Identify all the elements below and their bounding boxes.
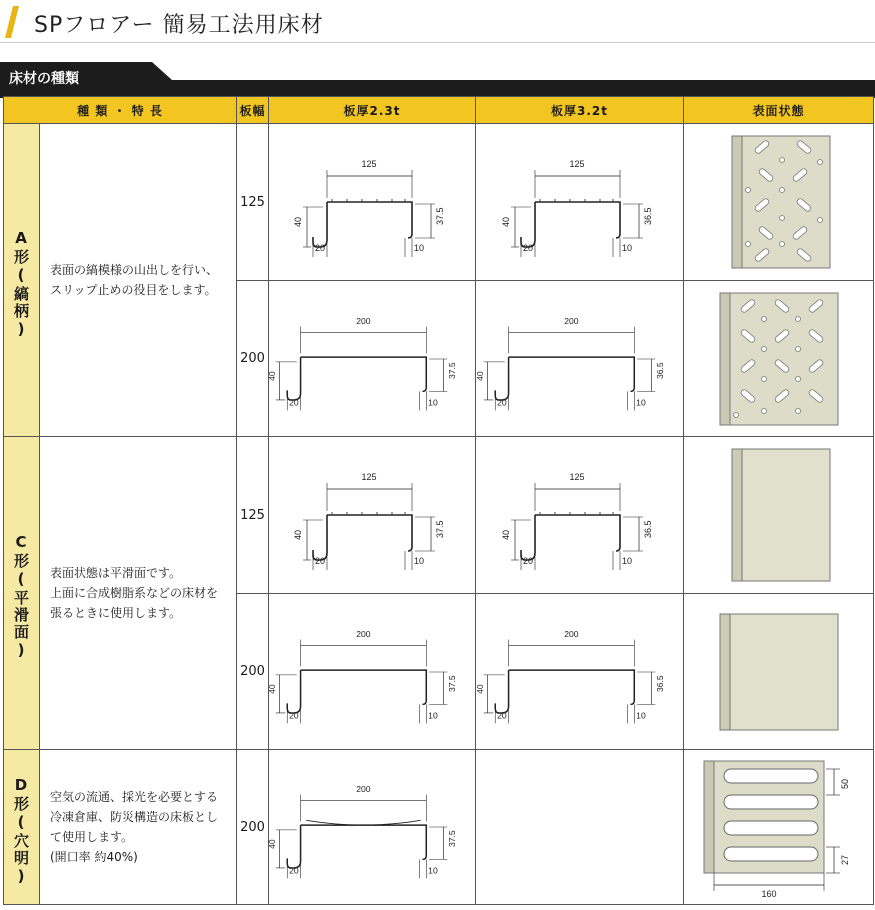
svg-text:40: 40: [474, 683, 485, 694]
header-thickness-23: 板厚2.3t: [269, 97, 476, 124]
surface-c-125: [684, 437, 874, 594]
svg-text:10: 10: [635, 710, 646, 721]
table-row: [4, 124, 874, 281]
svg-text:20: 20: [496, 397, 507, 408]
svg-text:40: 40: [266, 370, 277, 381]
page-header: [0, 0, 875, 44]
svg-text:37.5: 37.5: [446, 830, 457, 847]
width-value: 200: [237, 594, 269, 750]
type-c-description: 表面状態は平滑面です。 上面に合成樹脂系などの床材を 張るときに使用します。: [40, 437, 237, 750]
svg-text:20: 20: [315, 556, 326, 566]
svg-text:40: 40: [474, 370, 485, 381]
profile-diagram-a-125-32: [476, 124, 684, 281]
profile-diagram-a-125-23: [269, 124, 476, 281]
svg-text:20: 20: [315, 243, 326, 253]
svg-text:125: 125: [361, 472, 377, 482]
header-thickness-32: 板厚3.2t: [476, 97, 684, 124]
width-value: 125: [237, 124, 269, 281]
header-divider: [0, 42, 875, 43]
profile-diagram-c-125-32: [476, 437, 684, 594]
svg-text:37.5: 37.5: [446, 674, 457, 692]
svg-text:37.5: 37.5: [435, 520, 445, 538]
width-value: 125: [237, 437, 269, 594]
profile-diagram-c-200-23: [266, 594, 476, 750]
profile-diagram-a-200-23: [266, 281, 476, 437]
svg-text:40: 40: [293, 216, 303, 227]
svg-text:200: 200: [563, 628, 579, 639]
svg-text:50: 50: [839, 778, 850, 789]
width-value: 200: [237, 750, 269, 905]
table-row: [4, 750, 874, 905]
svg-text:160: 160: [760, 888, 777, 899]
surface-a-200: [684, 281, 874, 437]
type-a-label: A形(縞柄): [4, 124, 40, 437]
svg-text:20: 20: [289, 397, 299, 408]
svg-text:40: 40: [293, 529, 303, 540]
svg-text:20: 20: [496, 710, 507, 721]
svg-text:10: 10: [621, 556, 632, 566]
page-title: SPフロアー 簡易工法用床材: [34, 13, 324, 38]
svg-text:36.5: 36.5: [642, 207, 653, 225]
surface-a-125: [684, 124, 874, 281]
type-d-label: D形(穴明): [4, 750, 40, 905]
header-type: 種 類 ・ 特 長: [4, 97, 237, 124]
svg-text:37.5: 37.5: [435, 207, 445, 225]
svg-text:40: 40: [500, 529, 511, 540]
profile-diagram-c-200-32: [476, 594, 684, 750]
width-value: 200: [237, 281, 269, 437]
svg-text:10: 10: [621, 243, 632, 253]
type-a-description: 表面の縞模様の山出しを行い、 スリップ止めの役目をします。: [40, 124, 237, 437]
svg-text:10: 10: [414, 243, 425, 253]
svg-text:36.5: 36.5: [642, 520, 653, 538]
type-d-description: 空気の流通、採光を必要とする 冷凍倉庫、防災構造の床板とし て使用します。 (開口率 約40%): [40, 750, 237, 905]
svg-text:200: 200: [356, 628, 371, 639]
svg-text:36.5: 36.5: [654, 361, 665, 379]
section-tab-bg: [0, 62, 875, 98]
title-accent-bar: [5, 6, 19, 38]
floor-material-table: [3, 96, 874, 905]
header-width: 板幅: [237, 97, 269, 124]
svg-text:10: 10: [414, 556, 425, 566]
table-header-row: [4, 97, 874, 124]
svg-text:125: 125: [568, 472, 585, 482]
svg-text:40: 40: [266, 839, 277, 849]
svg-text:20: 20: [522, 243, 533, 253]
surface-d-200: [684, 750, 874, 905]
svg-text:200: 200: [563, 315, 579, 326]
svg-text:40: 40: [266, 683, 277, 694]
profile-diagram-c-125-23: [269, 437, 476, 594]
section-tab: [0, 62, 875, 98]
svg-text:125: 125: [361, 159, 377, 169]
profile-diagram-d-200-23: [266, 750, 476, 905]
svg-text:37.5: 37.5: [446, 361, 457, 379]
svg-text:10: 10: [428, 865, 438, 876]
svg-text:20: 20: [289, 865, 299, 876]
header-surface: 表面状態: [684, 97, 874, 124]
profile-diagram-a-200-32: [476, 281, 684, 437]
svg-text:10: 10: [635, 397, 646, 408]
svg-text:20: 20: [289, 710, 299, 721]
table-row: [4, 437, 874, 594]
surface-c-200: [684, 594, 874, 750]
svg-text:125: 125: [568, 159, 585, 169]
svg-text:40: 40: [500, 216, 511, 227]
type-c-label: C形(平滑面): [4, 437, 40, 750]
svg-text:10: 10: [428, 397, 438, 408]
svg-text:20: 20: [522, 556, 533, 566]
svg-text:200: 200: [356, 783, 371, 794]
svg-text:36.5: 36.5: [654, 674, 665, 692]
svg-text:10: 10: [428, 710, 438, 721]
svg-text:27: 27: [839, 854, 850, 865]
empty-cell: [476, 750, 684, 905]
svg-text:200: 200: [356, 315, 371, 326]
section-tab-label: 床材の種類: [9, 71, 79, 87]
